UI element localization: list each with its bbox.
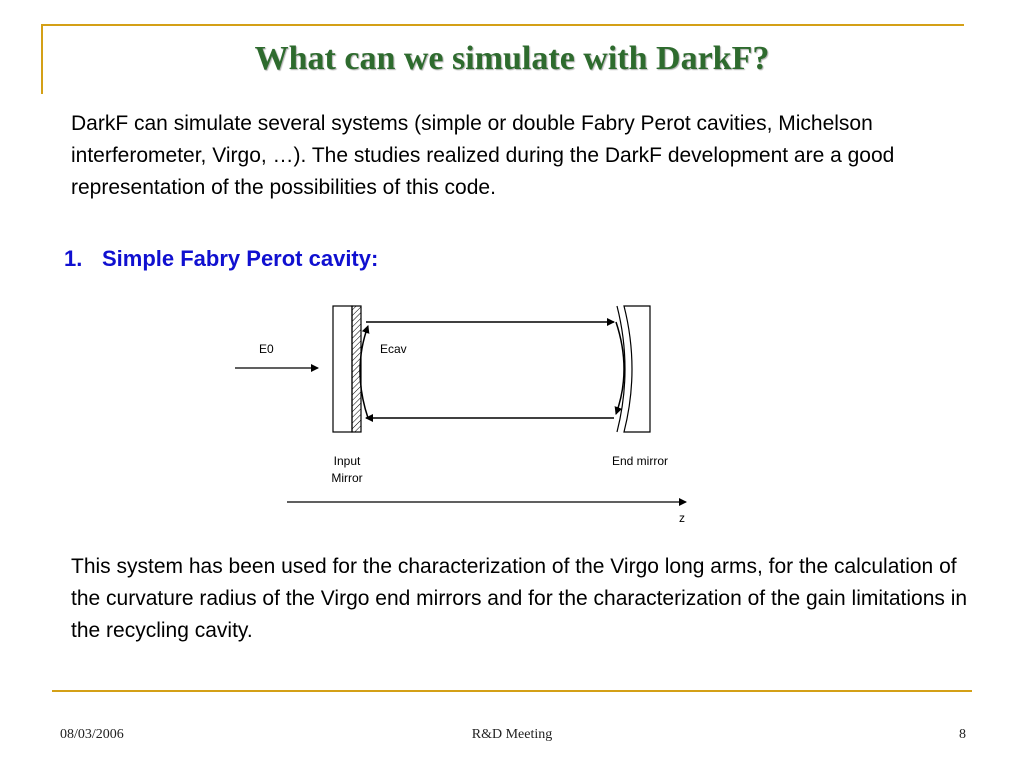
section-number: 1. xyxy=(64,246,83,271)
input-mirror-body xyxy=(333,306,352,432)
ecav-label: Ecav xyxy=(380,342,407,356)
end-mirror xyxy=(624,306,650,432)
end-mirror-label: End mirror xyxy=(611,454,669,468)
section-label: Simple Fabry Perot cavity: xyxy=(102,246,379,271)
e0-label: E0 xyxy=(259,342,274,356)
intro-paragraph: DarkF can simulate several systems (simple or double Fabry Perot cavities, Michelson interferometer, Virgo, …). The studies realized during the DarkF development are a good representation of the possibilities of this code. xyxy=(71,112,895,199)
conclusion-paragraph: This system has been used for the characterization of the Virgo long arms, for the calculation of the curvature radius of the Virgo end mirrors and for the characterization of the gain limitations in the recycling cavity. xyxy=(71,555,968,642)
input-mirror-label-line1: Input xyxy=(333,454,361,468)
z-axis-label: z xyxy=(679,511,685,525)
footer-divider xyxy=(52,690,972,692)
footer-event: R&D Meeting xyxy=(471,727,553,742)
footer-page-number: 8 xyxy=(959,727,966,742)
slide-title: What can we simulate with DarkF? xyxy=(254,40,770,77)
footer-date: 08/03/2006 xyxy=(60,727,124,742)
input-mirror-label-line2: Mirror xyxy=(331,471,363,485)
